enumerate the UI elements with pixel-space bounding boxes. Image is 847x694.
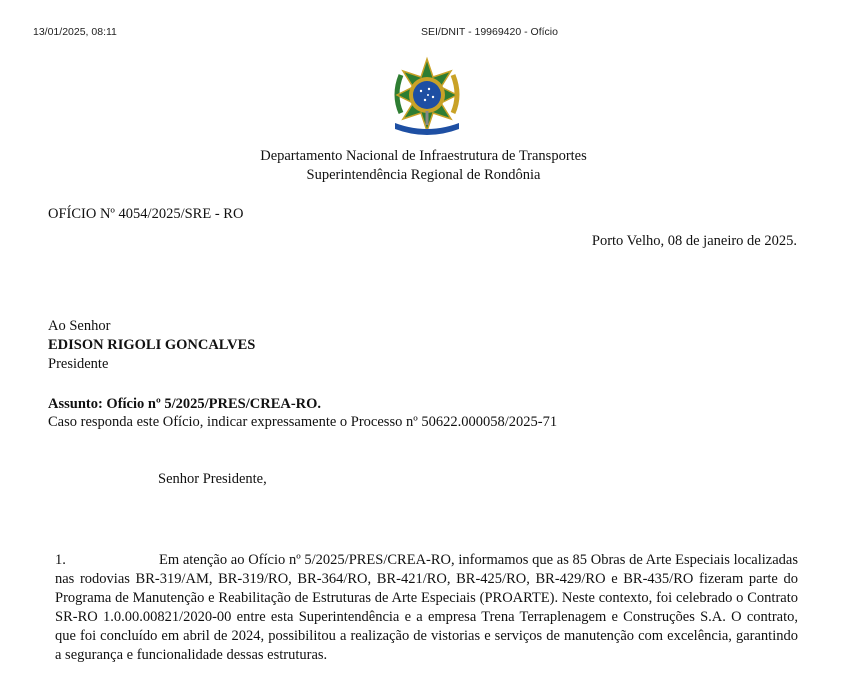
print-timestamp: 13/01/2025, 08:11 (33, 26, 117, 38)
addressee-prefix: Ao Senhor (48, 318, 111, 334)
paragraph-text: Em atenção ao Ofício nº 5/2025/PRES/CREA-RO, informamos que as 85 Obras de Arte Especiais localizadas nas rodovias BR-319/AM, BR-319/RO, BR-364/RO, BR-421/RO, BR-425/RO, BR-429/RO e BR-435/RO fizeram parte do Programa de Manutenção e Reabilitação de Estruturas de Arte Especiais (PROARTE). Neste contexto, foi celebrado o Contrato SR-RO 1.0.00.00821/2020-00 entre esta Superintendência e a empresa Trena Terraplenagem e Construções S.A. O contrato, que foi concluído em abril de 2024, possibilitou a realização de vistorias e serviços de manutenção com excelência, garantindo a segurança e funcionalidade dessas estruturas. (55, 552, 798, 663)
addressee-role: Presidente (48, 356, 109, 372)
paragraph-1 (55, 551, 798, 665)
coat-of-arms-icon (387, 55, 467, 135)
letterhead-superintendency: Superintendência Regional de Rondônia (306, 167, 541, 183)
document-id: SEI/DNIT - 19969420 - Ofício (421, 26, 558, 38)
subject-line: Assunto: Ofício nº 5/2025/PRES/CREA-RO. (48, 396, 322, 412)
letterhead-department: Departamento Nacional de Infraestrutura de Transportes (260, 148, 587, 164)
letter-number: OFÍCIO Nº 4054/2025/SRE - RO (48, 206, 244, 222)
place-date: Porto Velho, 08 de janeiro de 2025. (591, 233, 797, 249)
paragraph-number: 1. (55, 552, 66, 568)
addressee-name: EDISON RIGOLI GONCALVES (48, 337, 256, 353)
reply-instruction: Caso responda este Ofício, indicar expressamente o Processo nº 50622.000058/2025-71 (48, 414, 558, 430)
salutation: Senhor Presidente, (158, 471, 267, 487)
